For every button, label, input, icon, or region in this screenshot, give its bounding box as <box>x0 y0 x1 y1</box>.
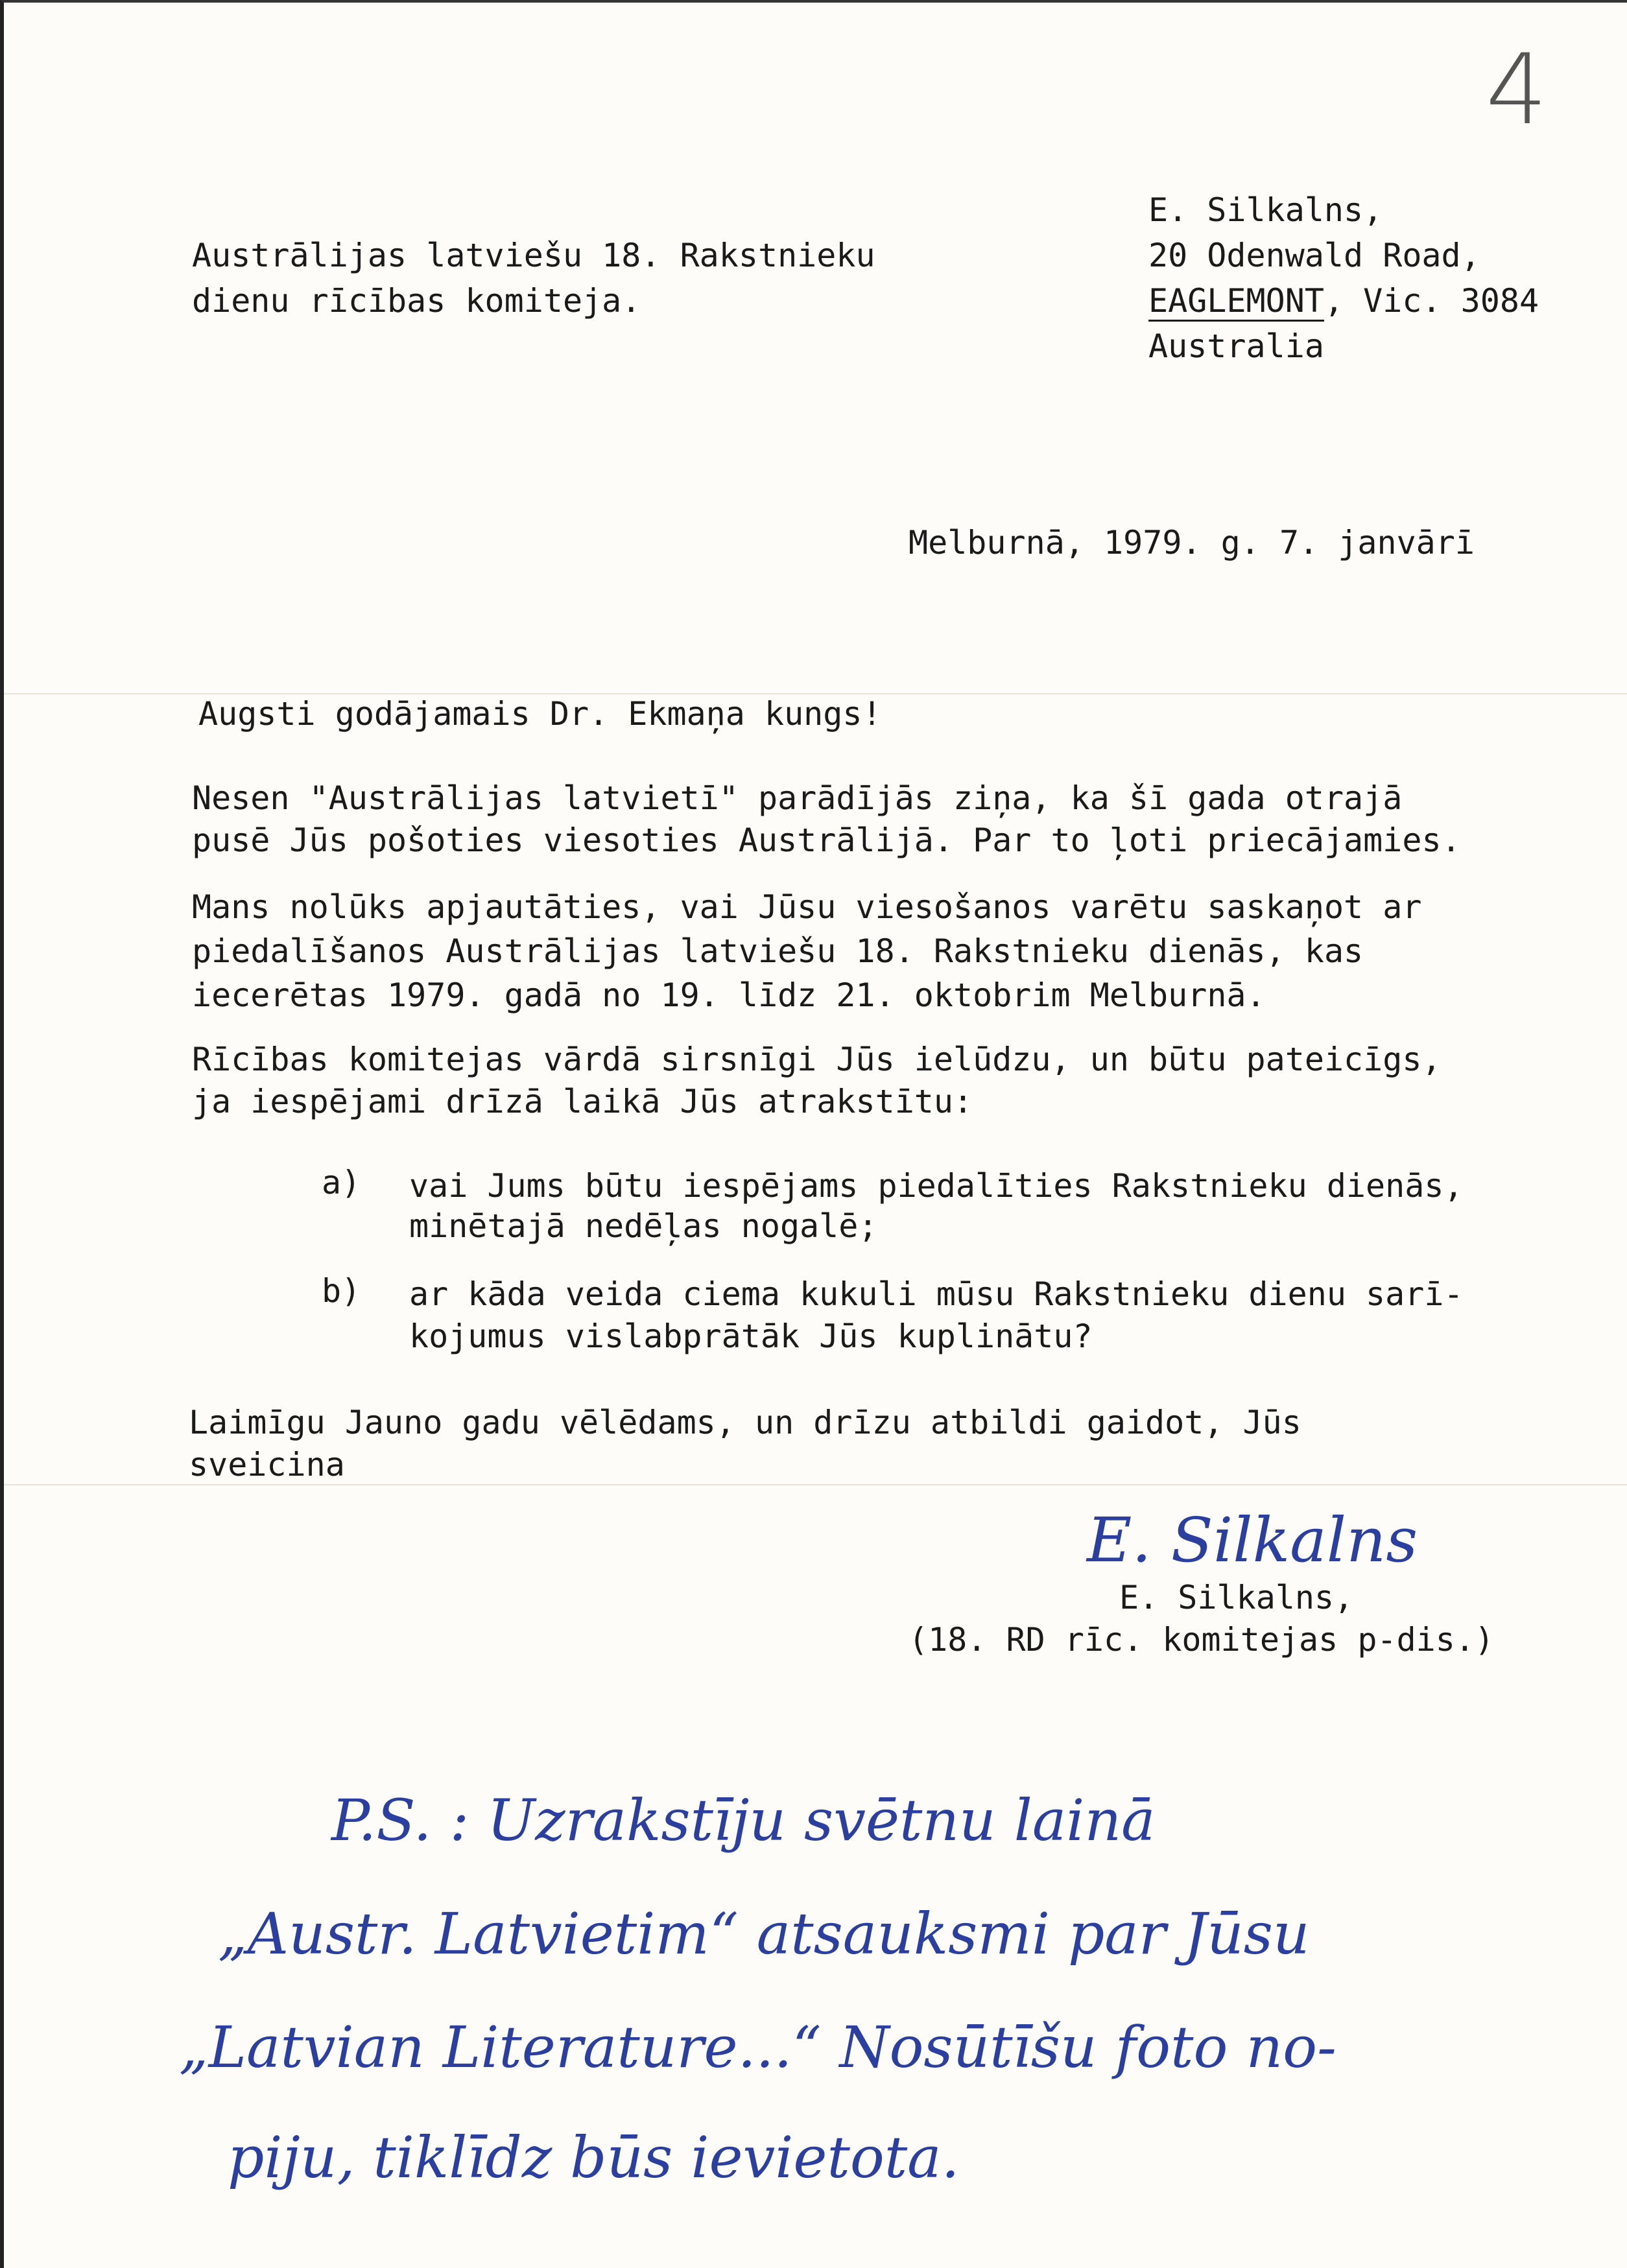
signer-name: E. Silkalns, <box>1119 1579 1354 1616</box>
salutation: Augsti godājamais Dr. Ekmaņa kungs! <box>198 695 882 733</box>
date-line: Melburnā, 1979. g. 7. janvārī <box>909 524 1475 561</box>
sender-street: 20 Odenwald Road, <box>1148 237 1480 274</box>
sender-city: EAGLEMONT <box>1148 282 1324 322</box>
paragraph-line: iecerētas 1979. gadā no 19. līdz 21. oktobrim Melburnā. <box>192 976 1266 1014</box>
paragraph-line: Nesen "Austrālijas latvietī" parādījās ziņa, ka šī gada otrajā <box>192 779 1403 817</box>
fold-line <box>4 693 1627 694</box>
sender-country: Australia <box>1148 327 1324 365</box>
paragraph-line: piedalīšanos Austrālijas latviešu 18. Rakstnieku dienās, kas <box>192 932 1364 970</box>
paragraph-line: pusē Jūs pošoties viesoties Austrālijā. Par to ļoti priecājamies. <box>192 821 1461 859</box>
list-item-line: ar kāda veida ciema kukuli mūsu Rakstnieku dienu sarī- <box>409 1275 1464 1313</box>
sender-state: , Vic. 3084 <box>1324 282 1539 320</box>
closing-line: Laimīgu Jauno gadu vēlēdams, un drīzu atbildi gaidot, Jūs <box>189 1404 1301 1441</box>
list-marker: a) <box>322 1164 361 1201</box>
list-item-line: kojumus vislabprātāk Jūs kuplinātu? <box>409 1317 1093 1355</box>
postscript-line: „Latvian Literature...“ Nosūtīšu foto no- <box>179 2014 1336 2081</box>
list-item-line: minētajā nedēļas nogalē; <box>409 1207 878 1245</box>
signer-title: (18. RD rīc. komitejas p-dis.) <box>909 1621 1495 1659</box>
fold-line <box>4 1484 1627 1485</box>
list-marker: b) <box>322 1272 361 1310</box>
recipient-line: dienu rīcības komiteja. <box>192 282 641 320</box>
postscript-line: „Austr. Latvietim“ atsauksmi par Jūsu <box>218 1900 1310 1967</box>
paragraph-line: Rīcības komitejas vārdā sirsnīgi Jūs ielūdzu, un būtu pateicīgs, <box>192 1041 1442 1078</box>
postscript-line: piju, tiklīdz būs ievietota. <box>228 2124 960 2191</box>
closing-line: sveicina <box>189 1446 345 1483</box>
sender-name: E. Silkalns, <box>1148 191 1383 229</box>
paragraph-line: ja iespējami drīzā laikā Jūs atrakstītu: <box>192 1083 973 1120</box>
paragraph-line: Mans nolūks apjautāties, vai Jūsu viesošanos varētu saskaņot ar <box>192 888 1422 926</box>
list-item-line: vai Jums būtu iespējams piedalīties Rakstnieku dienās, <box>409 1167 1464 1205</box>
recipient-line: Austrālijas latviešu 18. Rakstnieku <box>192 237 875 274</box>
sender-city-line <box>1148 282 1539 320</box>
page-number: 4 <box>1486 34 1548 147</box>
postscript-line: P.S. : Uzrakstīju svētnu lainā <box>331 1787 1156 1854</box>
handwritten-signature: E. Silkalns <box>1087 1505 1418 1576</box>
